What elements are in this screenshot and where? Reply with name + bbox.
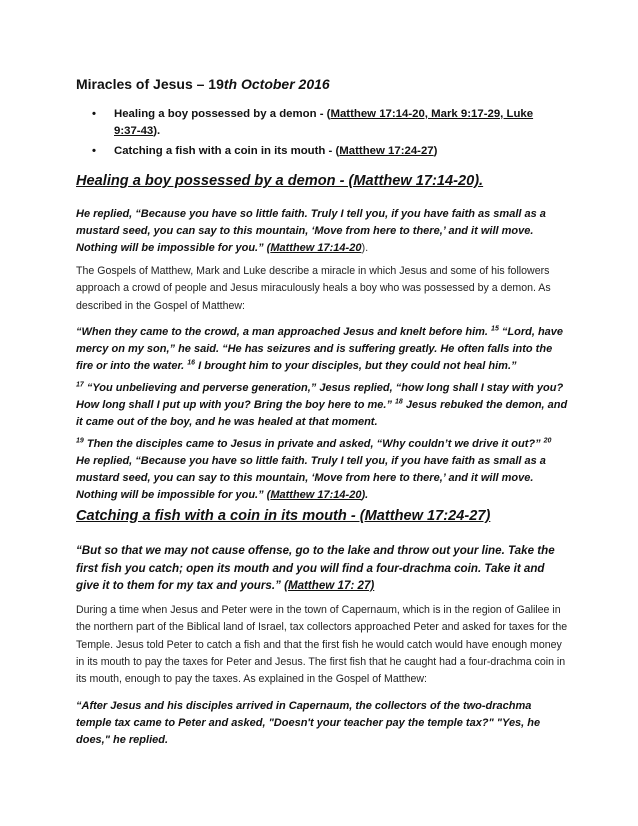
bullet-icon: • xyxy=(92,145,96,157)
contents-list xyxy=(92,106,562,163)
passage-close: ). xyxy=(361,489,369,501)
intro-paragraph-fish: During a time when Jesus and Peter were in the town of Capernaum, which is in the region of Galilee in the northern part of the Biblical land of Israel, tax collectors approached Peter and asked for taxes for the Temple. Jesus told Peter to catch a fish and that the first fish he would catch would have enough money in its mouth to pay the taxes for Peter and Jesus. The first fish that he caught had a four-drachma coin in its mouth, enough to pay the taxes. As explained in the Gospel of Matthew: xyxy=(76,604,568,686)
quote-text: “But so that we may not cause offense, go to the lake and throw out your line. Take the first fish you catch; open its mouth and you will find a four-drachma coin. Take it and give it to them for my tax and yours.” xyxy=(76,544,555,592)
scripture-passage-fish: “After Jesus and his disciples arrived in Capernaum, the collectors of the two-drachma temple tax came to Peter and asked, "Doesn't your teacher pay the temple tax?" "Yes, he does," he replied. xyxy=(76,700,541,746)
opening-quote-fish xyxy=(76,542,568,595)
scripture-reference-link[interactable]: Matthew 17:24-27 xyxy=(339,145,434,157)
verse-number: 15 xyxy=(491,325,499,333)
list-item-close: ) xyxy=(433,145,438,157)
section-heading-healing: Healing a boy possessed by a demon - (Matthew 17:14-20). xyxy=(76,173,484,189)
bullet-icon: • xyxy=(92,108,96,120)
verse-number: 18 xyxy=(395,398,403,406)
intro-paragraph-healing: The Gospels of Matthew, Mark and Luke describe a miracle in which Jesus and some of his followers approach a crowd of people and Jesus miraculously heals a boy who was possessed by a demon. As described in the Gospel of Matthew: xyxy=(76,265,551,312)
document-title xyxy=(76,76,330,92)
title-date: th October 2016 xyxy=(223,76,330,92)
verse-number: 16 xyxy=(187,359,196,367)
passage-text: “You unbelieving and perverse generation,” Jesus replied, “how long shall I stay with you? How long shall I put up with you? Bring the boy here to me.” xyxy=(76,382,564,411)
list-item-text: Catching a fish with a coin in its mouth - ( xyxy=(114,145,340,157)
scripture-reference-link[interactable]: (Matthew 17: 27) xyxy=(284,579,375,592)
quote-text: He replied, “Because you have so little faith. Truly I tell you, if you have faith as small as a mustard seed, you can say to this mountain, ‘Move from here to there,’ and it will move. Nothing will be impossible for you.” ( xyxy=(76,208,546,254)
scripture-passage-3 xyxy=(76,436,568,504)
scripture-passage-2 xyxy=(76,380,568,431)
passage-text: Then the disciples came to Jesus in private and asked, “Why couldn’t we drive it out?” xyxy=(83,438,544,450)
verse-number: 17 xyxy=(76,381,84,389)
passage-text: “When they came to the crowd, a man approached Jesus and knelt before him. xyxy=(76,326,492,338)
scripture-passage-1 xyxy=(76,324,568,375)
passage-text: I brought him to your disciples, but they could not heal him.” xyxy=(195,360,517,372)
list-item-close: ). xyxy=(153,125,161,137)
list-item-text: Healing a boy possessed by a demon - ( xyxy=(114,108,331,120)
passage-text: “Lord, have mercy on my son,” he said. “He has seizures and is suffering greatly. He often falls into the fire or into the water. xyxy=(76,326,564,372)
passage-text: Jesus rebuked the demon, and it came out of the boy, and he was healed at that moment. xyxy=(76,399,568,428)
quote-close: ). xyxy=(361,242,369,254)
title-main: Miracles of Jesus – 19 xyxy=(76,76,224,92)
passage-text: He replied, “Because you have so little faith. Truly I tell you, if you have faith as small as a mustard seed, you can say to this mountain, ‘Move from here to there,’ and it will move. Nothing will be impossible for you.” ( xyxy=(76,455,546,501)
list-item xyxy=(92,143,562,160)
scripture-reference-link[interactable]: Matthew 17:14-20 xyxy=(270,489,362,501)
scripture-reference-link[interactable]: Matthew 17:14-20, Mark 9:17-29, Luke 9:37-43 xyxy=(114,108,534,137)
list-item xyxy=(92,106,562,140)
verse-number: 20 xyxy=(543,437,552,445)
opening-quote-healing xyxy=(76,206,568,257)
section-heading-fish: Catching a fish with a coin in its mouth - (Matthew 17:24-27) xyxy=(76,508,491,524)
verse-number: 19 xyxy=(76,437,84,445)
scripture-reference-link[interactable]: Matthew 17:14-20 xyxy=(270,242,362,254)
